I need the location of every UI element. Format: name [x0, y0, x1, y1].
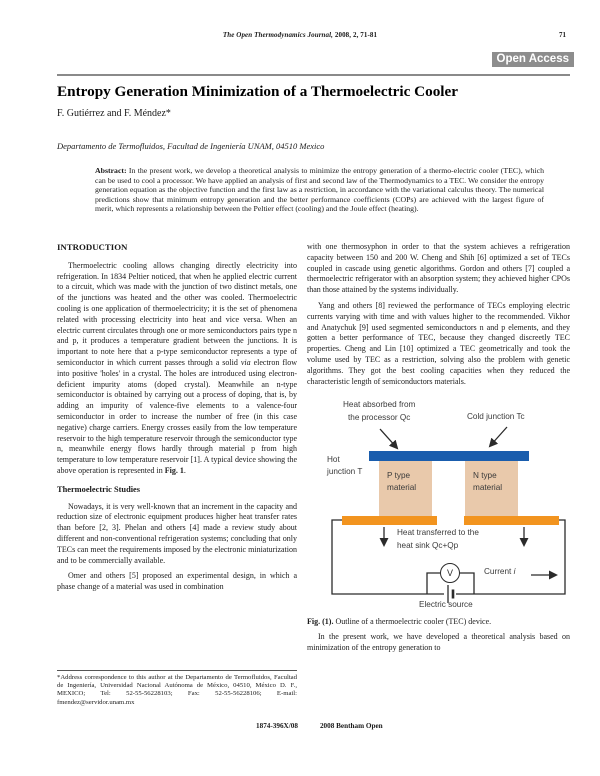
right-paragraph-3: In the present work, we have developed a theoretical analysis based on minimization of the entropy generation to [307, 632, 570, 653]
left-column [57, 242, 297, 714]
abstract [95, 166, 544, 214]
footnote-rule [57, 670, 297, 671]
hot-plate-right [464, 516, 559, 525]
journal-issue: 2008, 2, 71-81 [333, 31, 378, 39]
studies-paragraph-1: Nowadays, it is very well-known that an increment in the capacity and reduction size of electronic equipment produces higher heat transfer rates than before [2, 3]. Phelan and others [4] made a review study about different and non-conventional refrigeration systems; concluding that only TECs can meet the requirements imposed by the electronic miniaturization and to be commercially available. [57, 501, 297, 565]
authors: F. Gutiérrez and F. Méndez* [57, 108, 171, 119]
n-type-label-line2: material [473, 483, 503, 493]
right-paragraph-2: Yang and others [8] reviewed the performance of TECs employing electric currents varying with time and with values higher to the recommended. Vikhor and Anatychuk [9] used segmented semiconductors n and p elements, and they gotten a better performance of TEC, because they changed discreetly TEC properties. Cheng and Lin [10] optimized a TEC geometrically and took the volume used by TEC as a restriction, solving also the problem with genetic algorithms. They got the best cooling capacities when they reduced the characteristic length of semiconductors materials. [307, 300, 570, 386]
cold-junction-arrow [490, 427, 507, 446]
correspondence-footnote [57, 670, 297, 712]
journal-name: The Open Thermodynamics Journal, [222, 31, 334, 39]
running-head [0, 31, 600, 39]
intro-text-2: electron flow into positive 'holes' in a crystal. The holes are introduced using electron-deficient impurity atoms (doped crystal). Meanwhile an n-type semiconductor is obtained by carrying out a process of doping, that is, by adding an impurity of valence-five elements to a valence-four semiconductor in order to increase the number of free (in this case negative) charge carriers. Energy crosses easily from the low temperature reservoir to the high temperature reservoir through the semiconductor type n, meanwhile energy flows hardly through material p from high temperature to low temperature reservoir [1]. A typical device showing the above operation is represented in [57, 357, 297, 475]
intro-paragraph [57, 261, 297, 477]
footnote-text: *Address correspondence to this author at the Departamento de Termofluidos, Facultad de Ingeniería, Universidad Nacional Autónoma de México, 04510, México D. F., MEXICO; Tel: 52-55-56228103; Fax: 52-55-56228106; E-mail: fmendez@servidor.unam.mx [57, 673, 297, 706]
page-footer [256, 722, 383, 730]
open-access-badge: Open Access [492, 52, 574, 67]
abstract-text: In the present work, we develop a theoretical analysis to minimize the entropy generation of a thermo-electric cooler (TEC), which can be used to cool a processor. We have applied an analysis of first and second law of the Thermodynamics to a TEC. We consider the entropy generation equation as the objective function and the first law as a restriction, in accordance with the variational calculus theory. The numerical predictions show that minimum entropy generation and the better performance coefficients (COPs) are achieved with the largest figure of merit, which represents a relationship between the Peltier effect (cooling) and the Joule effect (heating). [95, 166, 544, 214]
intro-fig-ref: Fig. 1 [164, 465, 184, 475]
page-number: 71 [559, 31, 566, 39]
cold-junction-label: Cold junction Tc [467, 412, 525, 422]
two-column-body [57, 242, 570, 714]
right-paragraph-1: with one thermosyphon in order to that the system achieves a refrigeration capacity between 150 and 200 W. Cheng and Shih [6] optimized a set of TECs coupled in cascade using genetic algorithms. Gordon and others [7] coupled a thermoelectric refrigerator with an absorption system; they achieved higher CPOs than those attained by the systems individually. [307, 242, 570, 295]
figure-1-tec-diagram [307, 399, 570, 615]
figure-caption-text: Outline of a thermoelectric cooler (TEC) device. [333, 617, 492, 627]
intro-via-italic: via [240, 357, 251, 367]
p-type-label-line1: P type [387, 471, 411, 481]
heat-absorbed-label-line1: Heat absorbed from [343, 400, 416, 410]
heat-transfer-label-line1: Heat transferred to the [397, 528, 479, 538]
current-label [484, 567, 515, 577]
tec-circuit-drawing [307, 399, 570, 615]
affiliation: Departamento de Termofluidos, Facultad de Ingeniería UNAM, 04510 Mexico [57, 141, 325, 151]
header-rule [57, 74, 570, 76]
studies-paragraph-2: Omer and others [5] proposed an experimental design, in which a phase change of a material was used in combination [57, 571, 297, 592]
p-type-label-line2: material [387, 483, 417, 493]
hot-junction-label-line1: Hot [327, 455, 340, 465]
abstract-label: Abstract: [95, 166, 127, 175]
intro-text-3: . [183, 465, 186, 475]
right-column [307, 242, 570, 714]
intro-text: Thermoelectric cooling allows changing directly electricity into refrigeration. In 1834 Peltier noticed, that when he applied electric current to a circuit, which was made with the junction of two distinct metals, one of the junctions was heated and the other was cooled. Thermoelectric cooling is one application of thermoelectricity; it is the set of phenomena related with processing electricity into heat and vice versa. When an electric current circulates through one or more semiconductors pairs type n and p, it produces a temperature gradient between the junctions. It is important to note here that a p-type semiconductor represents a type of semiconductor in which current passes through a solid [57, 260, 297, 367]
heat-absorbed-arrow [380, 429, 397, 448]
figure-caption [307, 617, 570, 627]
figure-caption-number: Fig. (1). [307, 617, 334, 627]
current-symbol: i [513, 567, 516, 577]
section-heading-introduction: INTRODUCTION [57, 242, 128, 252]
issn: 1874-396X/08 [256, 722, 298, 730]
heat-transfer-label-line2: heat sink Qc+Qp [397, 541, 459, 551]
n-type-label-line1: N type [473, 471, 497, 481]
hot-junction-label-line2: junction T [327, 467, 363, 477]
voltmeter-icon: V [440, 563, 460, 583]
hot-plate-left [342, 516, 437, 525]
cold-junction-plate [369, 451, 529, 461]
article-title: Entropy Generation Minimization of a Thermoelectric Cooler [57, 83, 458, 100]
heat-absorbed-label-line2: the processor Qc [348, 413, 411, 423]
current-word: Current [484, 567, 512, 577]
publisher: 2008 Bentham Open [319, 722, 383, 730]
electric-source-label: Electric source [419, 600, 473, 610]
subsection-heading-thermoelectric-studies: Thermoelectric Studies [57, 484, 141, 494]
